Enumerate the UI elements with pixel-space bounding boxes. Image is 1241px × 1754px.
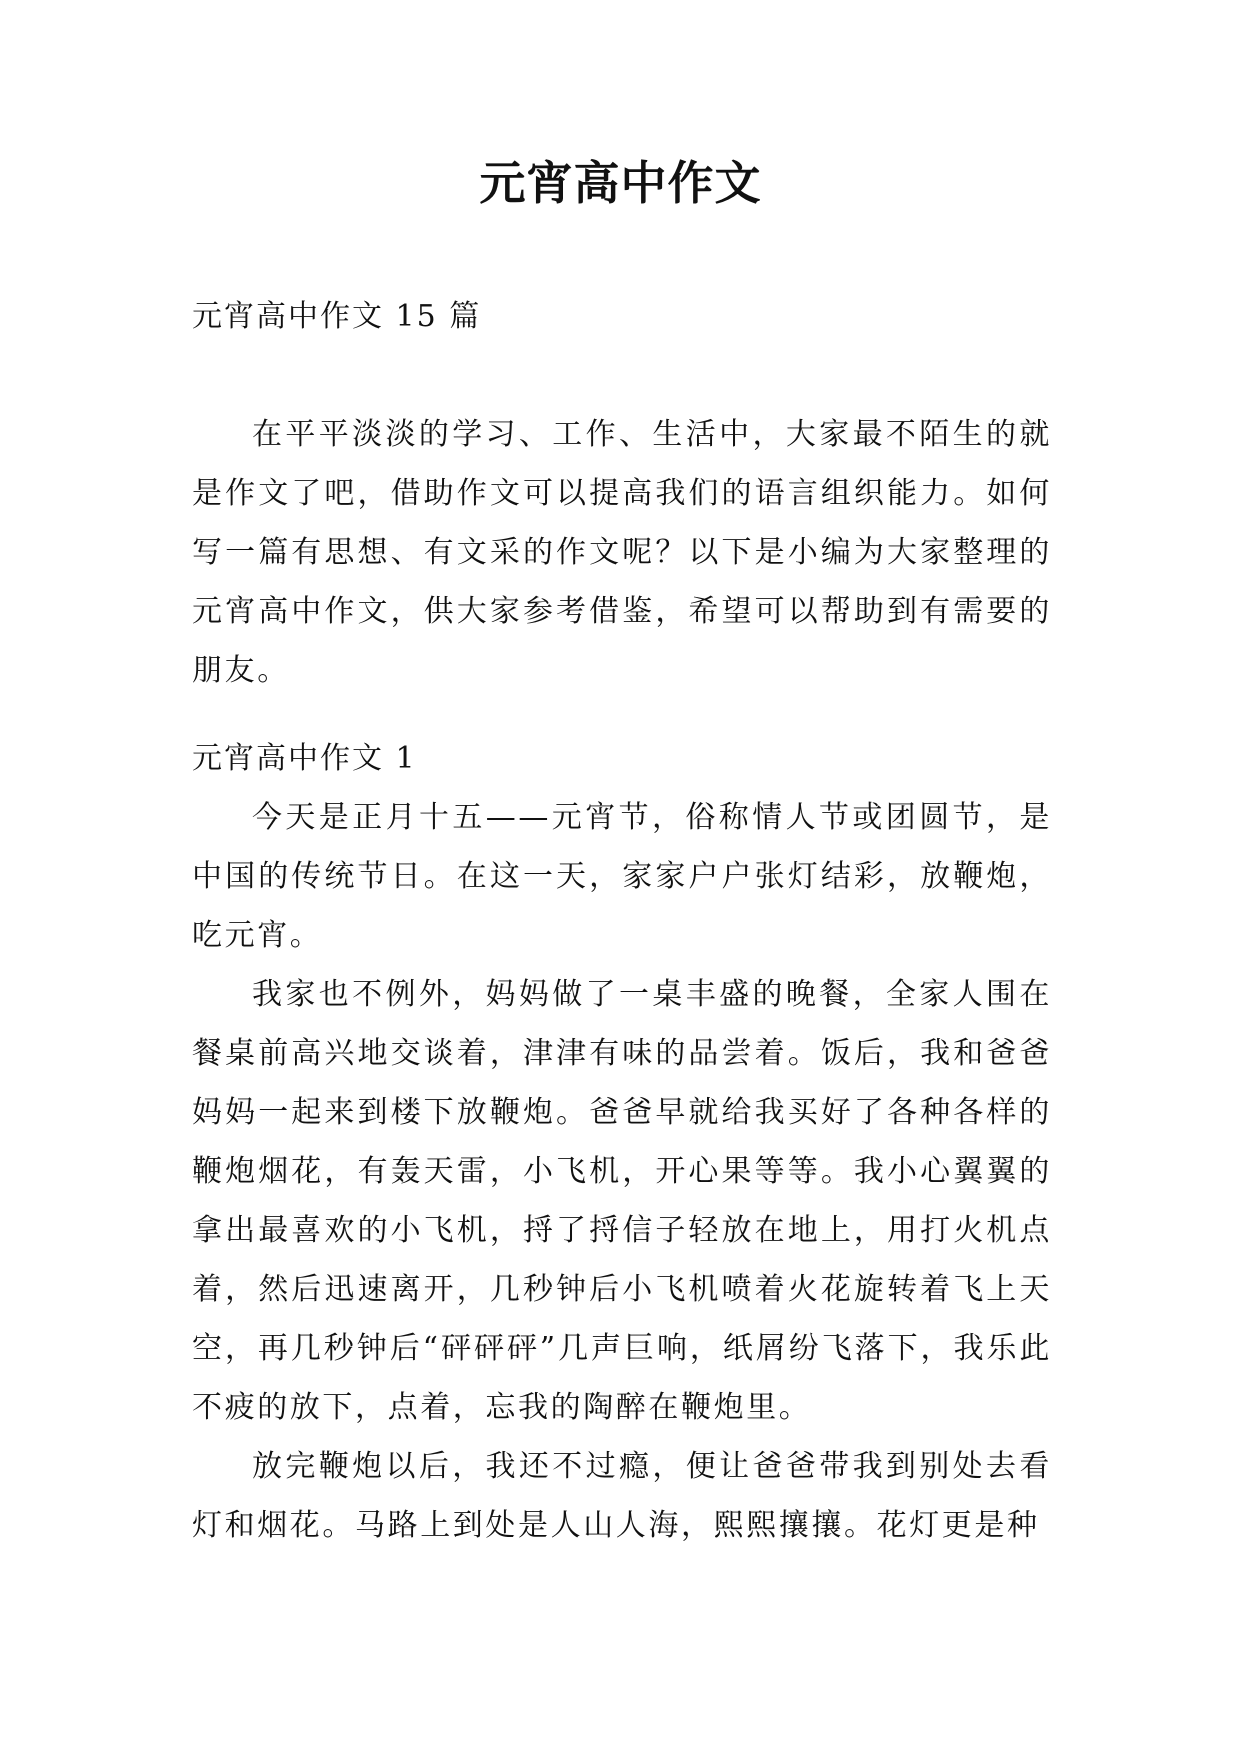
- essay-paragraph: 我家也不例外，妈妈做了一桌丰盛的晚餐，全家人围在餐桌前高兴地交谈着，津津有味的品尝着。饭后，我和爸爸妈妈一起来到楼下放鞭炮。爸爸早就给我买好了各种各样的鞭炮烟花，有轰天雷，小飞机，开心果等等。我小心翼翼的拿出最喜欢的小飞机，捋了捋信子轻放在地上，用打火机点着，然后迅速离开，几秒钟后小飞机喷着火花旋转着飞上天空，再几秒钟后“砰砰砰”几声巨响，纸屑纷飞落下，我乐此不疲的放下，点着，忘我的陶醉在鞭炮里。: [192, 977, 1052, 1425]
- document-title: 元宵高中作文: [479, 156, 762, 210]
- intro-section: [192, 405, 1052, 700]
- document-subtitle: 元宵高中作文 15 篇: [192, 299, 482, 334]
- essay-paragraph: 今天是正月十五——元宵节，俗称情人节或团圆节，是中国的传统节日。在这一天，家家户户张灯结彩，放鞭炮，吃元宵。: [192, 800, 1052, 953]
- essay-paragraph: 放完鞭炮以后，我还不过瘾，便让爸爸带我到别处去看灯和烟花。马路上到处是人山人海，熙熙攘攘。花灯更是种: [192, 1449, 1052, 1543]
- intro-paragraph: 在平平淡淡的学习、工作、生活中，大家最不陌生的就是作文了吧，借助作文可以提高我们的语言组织能力。如何写一篇有思想、有文采的作文呢？以下是小编为大家整理的元宵高中作文，供大家参考借鉴，希望可以帮助到有需要的朋友。: [192, 417, 1052, 688]
- essay-heading: 元宵高中作文 1: [192, 741, 417, 776]
- essay-section: [192, 729, 1052, 1555]
